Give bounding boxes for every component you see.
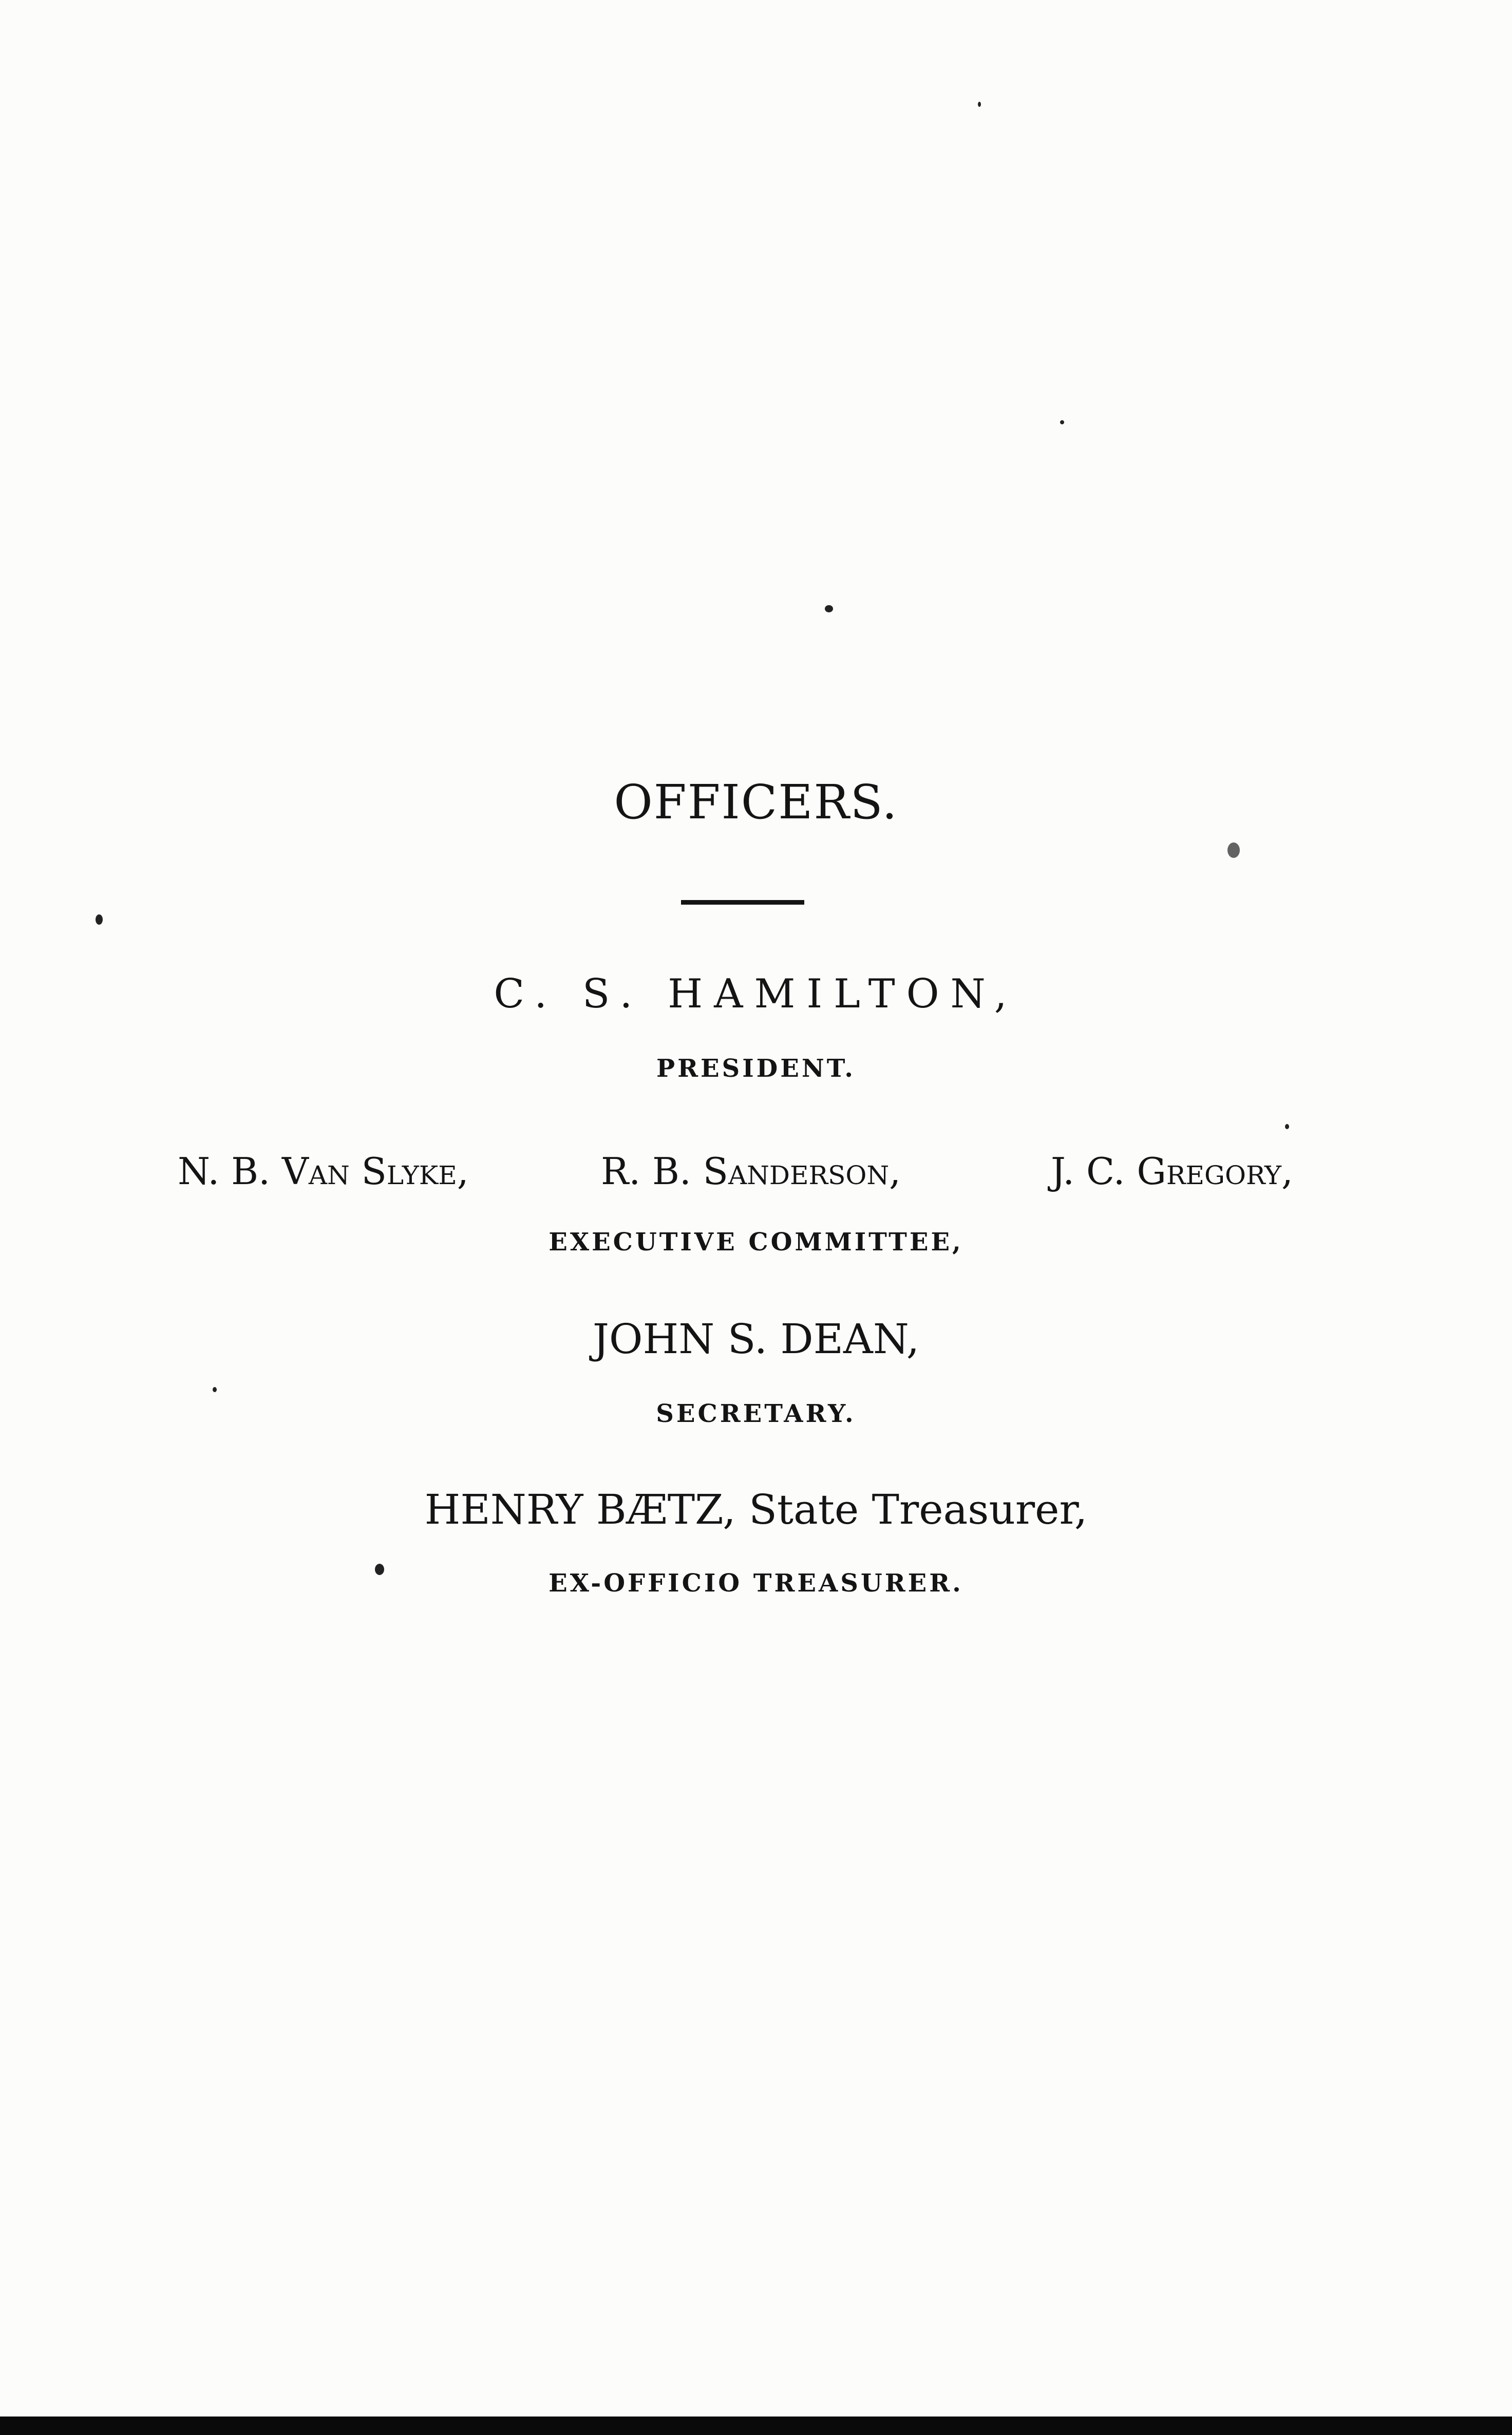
treasurer-name: HENRY BÆTZ, State Treasurer,: [424, 1486, 1088, 1533]
ink-speck: [96, 914, 103, 925]
ink-speck: [978, 102, 981, 107]
ink-speck: [825, 605, 833, 612]
ink-speck: [375, 1564, 384, 1575]
ink-speck: [1285, 1124, 1289, 1129]
ink-speck: [1227, 842, 1240, 858]
committee-member: N. B. Van Slyke,: [178, 1150, 469, 1193]
ink-speck: [1060, 420, 1064, 424]
secretary-role: SECRETARY.: [656, 1399, 856, 1428]
treasurer-role: EX-OFFICIO TREASURER.: [549, 1569, 963, 1598]
committee-member: R. B. Sanderson,: [601, 1150, 901, 1193]
executive-committee-members: [0, 1150, 1512, 1201]
page-title: OFFICERS.: [614, 775, 898, 830]
executive-committee-role: EXECUTIVE COMMITTEE,: [549, 1228, 963, 1257]
scan-edge-bar: [0, 2417, 1512, 2435]
committee-member: J. C. Gregory,: [1051, 1150, 1293, 1193]
title-rule: [681, 900, 804, 905]
secretary-name: JOHN S. DEAN,: [592, 1315, 920, 1363]
president-name: C. S. HAMILTON,: [494, 971, 1018, 1017]
president-role: PRESIDENT.: [656, 1054, 856, 1083]
ink-speck: [213, 1387, 217, 1392]
